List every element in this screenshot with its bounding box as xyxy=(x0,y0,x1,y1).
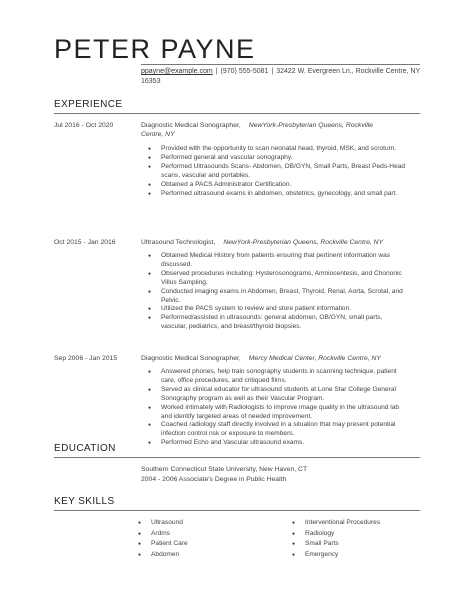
contact-separator: | xyxy=(215,68,218,75)
skill-item: ● Abdomen xyxy=(138,550,180,558)
skills-heading: KEY SKILLS xyxy=(54,496,115,507)
job-bullet: ● Performed general and vascular sonography. xyxy=(148,154,410,163)
job-bullet: ● Obtained Medical History from patients ensuring that pertinent information was discussed. xyxy=(148,252,410,270)
job-employer: Mercy Medical Center, Rockville Centre, NY xyxy=(248,355,381,362)
contact-info xyxy=(141,67,441,86)
job-bullet: ● Performed Echo and Vascular ultrasound exams. xyxy=(148,439,410,448)
skills-column-right xyxy=(292,518,422,560)
skill-item: ● Ultrasound xyxy=(138,519,183,526)
experience-divider xyxy=(54,113,420,114)
job-bullet: ● Worked intimately with Radiologists to improve image quality in the ultrasound lab and identify targeted areas of needed improvement. xyxy=(148,404,410,422)
skill-item: ● Patient Care xyxy=(138,540,188,547)
job-heading xyxy=(141,121,386,139)
job-bullets xyxy=(148,252,410,332)
job-dates: Oct 2015 - Jan 2016 xyxy=(54,239,116,246)
job-title: Diagnostic Medical Sonographer, xyxy=(141,122,241,129)
candidate-name: PETER PAYNE xyxy=(54,34,256,64)
job-heading xyxy=(141,354,421,363)
skill-item: ● Small Parts xyxy=(292,540,339,547)
address: 32422 W. Evergreen Ln., Rockville Centre, NY 16353 xyxy=(141,68,421,85)
job-bullet: ● Observed procedures including: Hysterosonograms, Amniocentesis, and Chorionic Villus Sampling. xyxy=(148,270,410,288)
skill-label: Emergency xyxy=(305,550,339,558)
job-bullet: ● Answered phones, help train sonography students in scanning technique, patient care, office procedures, and critiqued films. xyxy=(148,368,410,386)
skill-item: ● Radiology xyxy=(292,529,335,537)
job-bullet: ● Performed ultrasound exams in abdomen, obstetrics, gynecology, and small part. xyxy=(148,190,410,199)
job-bullet: ● Provided with the opportunity to scan neonatal head, thyroid, MSK, and scrotum. xyxy=(148,145,410,154)
job-bullet: ● Conducted imaging exams in Abdomen, Breast, Thyroid, Renal, Aorta, Scrotal, and Pelvic. xyxy=(148,288,410,306)
skill-item: ● Interventional Procedures xyxy=(292,519,381,526)
phone: (970) 555-5081 xyxy=(220,68,269,75)
skill-label: Abdomen xyxy=(151,550,180,558)
skill-label: Radiology xyxy=(305,529,335,537)
skill-label: Ultrasound xyxy=(151,519,183,526)
skill-label: Small Parts xyxy=(305,540,339,547)
job-bullet: ● Obtained a PACS Administrator Certification. xyxy=(148,181,410,190)
job-dates: Sep 2006 - Jan 2015 xyxy=(54,355,118,362)
education-heading: EDUCATION xyxy=(54,443,116,454)
job-bullet: ● Served as clinical educator for ultrasound students at Lone Star College General Sonography program as well as their Vascular Program. xyxy=(148,386,410,404)
job-bullet: ● Performed/assisted in ultrasounds: general abdomen, OB/GYN, small parts, vascular, pediatrics, and breast/thyroid biopsies. xyxy=(148,314,410,332)
job-employer: NewYork-Presbyterian Queens, Rockville Centre, NY xyxy=(141,122,374,138)
job-employer: NewYork-Presbyterian Queens, Rockville Centre, NY xyxy=(223,239,384,246)
job-heading xyxy=(141,238,421,247)
skill-label: Interventional Procedures xyxy=(305,519,381,526)
job-bullets xyxy=(148,368,410,448)
job-dates: Jul 2016 - Oct 2020 xyxy=(54,122,114,129)
skills-divider xyxy=(54,510,420,511)
job-bullet: ● Utilized the PACS system to review and store patient information. xyxy=(148,305,410,314)
email-link[interactable]: ppayne@example.com xyxy=(141,68,213,75)
job-bullet: ● Performed Ultrasounds Scans- Abdomen, OB/GYN, Small Parts, Breast Peds-Head scans, vascular and portables. xyxy=(148,163,410,181)
education-school: Southern Connecticut State University, New Haven, CT xyxy=(141,466,308,473)
header-divider xyxy=(141,64,420,65)
skill-item: ● Ardms xyxy=(138,529,171,537)
job-title: Ultrasound Technologist, xyxy=(141,239,216,246)
skill-label: Ardms xyxy=(151,529,171,537)
contact-separator: | xyxy=(271,68,274,75)
skill-item: ● Emergency xyxy=(292,550,339,558)
job-bullet: ● Coached radiology staff directly involved in a situation that may present potential infection control nsk or exposure to members. xyxy=(148,421,410,439)
experience-heading: EXPERIENCE xyxy=(54,99,123,110)
education-divider xyxy=(54,457,420,458)
education-degree: 2004 - 2006 Associate's Degree in Public Health xyxy=(141,476,287,483)
skills-column-left xyxy=(138,518,268,560)
job-bullets xyxy=(148,145,410,198)
skill-label: Patient Care xyxy=(151,540,188,547)
job-title: Diagnostic Medical Sonographer, xyxy=(141,355,241,362)
